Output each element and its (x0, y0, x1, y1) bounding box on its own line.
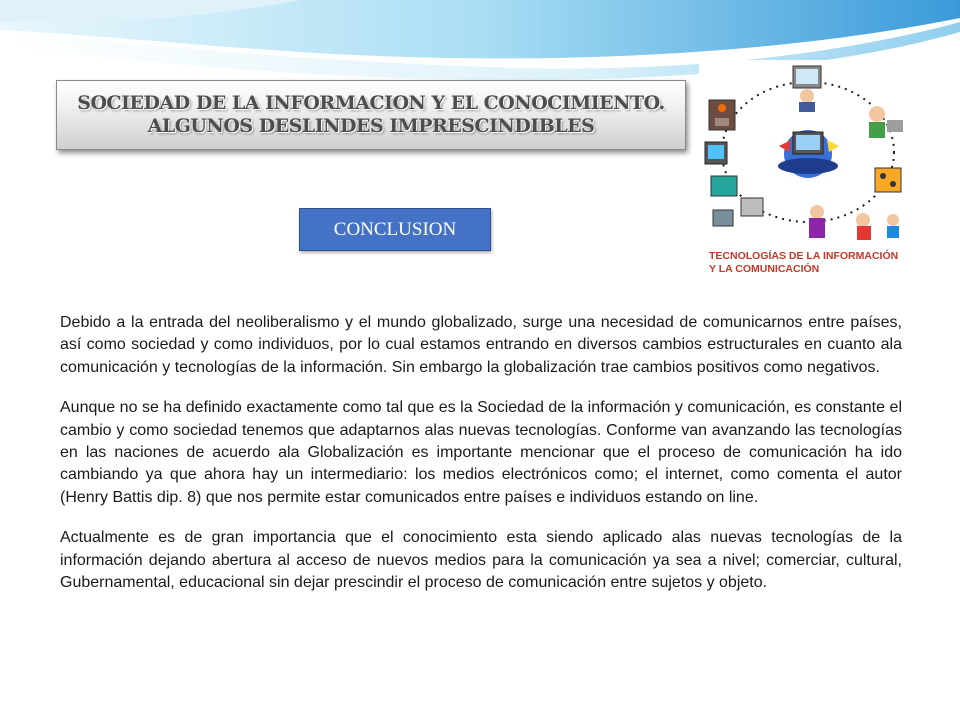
slide-title-line-1: SOCIEDAD DE LA INFORMACION Y EL CONOCIMIENTO. (77, 92, 665, 114)
ict-network-icon (699, 60, 917, 282)
illustration-caption-line-2: Y LA COMUNICACIÓN (709, 263, 820, 275)
slide-title-line-2: ALGUNOS DESLINDES IMPRESCINDIBLES (147, 115, 595, 137)
conclusion-section-button[interactable]: CONCLUSION (299, 208, 491, 251)
body-paragraph-2: Aunque no se ha definido exactamente como tal que es la Sociedad de la información y comunicación, es constante el cambio y como sociedad tenemos que adaptarnos alas nuevas tecnologías. Conforme van avanzando las tecnologías en las naciones de acuerdo ala Globalización es importante mencionar que el proceso de comunicación ha ido cambiando ya que ahora hay un intermediario: los medios electrónicos como; el internet, como comenta el autor (Henry Battis dip. 8) que nos permite estar comunicados entre países e individuos estando on line. (60, 399, 902, 506)
conclusion-body (60, 312, 902, 612)
body-paragraph-1: Debido a la entrada del neoliberalismo y el mundo globalizado, surge una necesidad de comunicarnos entre países, así como sociedad y como individuos, por lo cual estamos entrando en diversos cambios estructurales en cuanto ala comunicación y tecnologías de la información. Sin embargo la globalización trae cambios positivos como negativos. (60, 314, 902, 376)
illustration-caption (709, 250, 917, 276)
ict-network-illustration (699, 60, 917, 282)
illustration-caption-line-1: TECNOLOGÍAS DE LA INFORMACIÓN (709, 250, 899, 262)
slide-title-banner (56, 80, 686, 150)
body-paragraph-3: Actualmente es de gran importancia que el conocimiento esta siendo aplicado alas nuevas tecnologías de la información dejando abertura al acceso de nuevos medios para la comunicación ya sea a nivel; comerciar, cultural, Gubernamental, educacional sin dejar prescindir el proceso de comunicación entre sujetos y objeto. (60, 529, 902, 592)
